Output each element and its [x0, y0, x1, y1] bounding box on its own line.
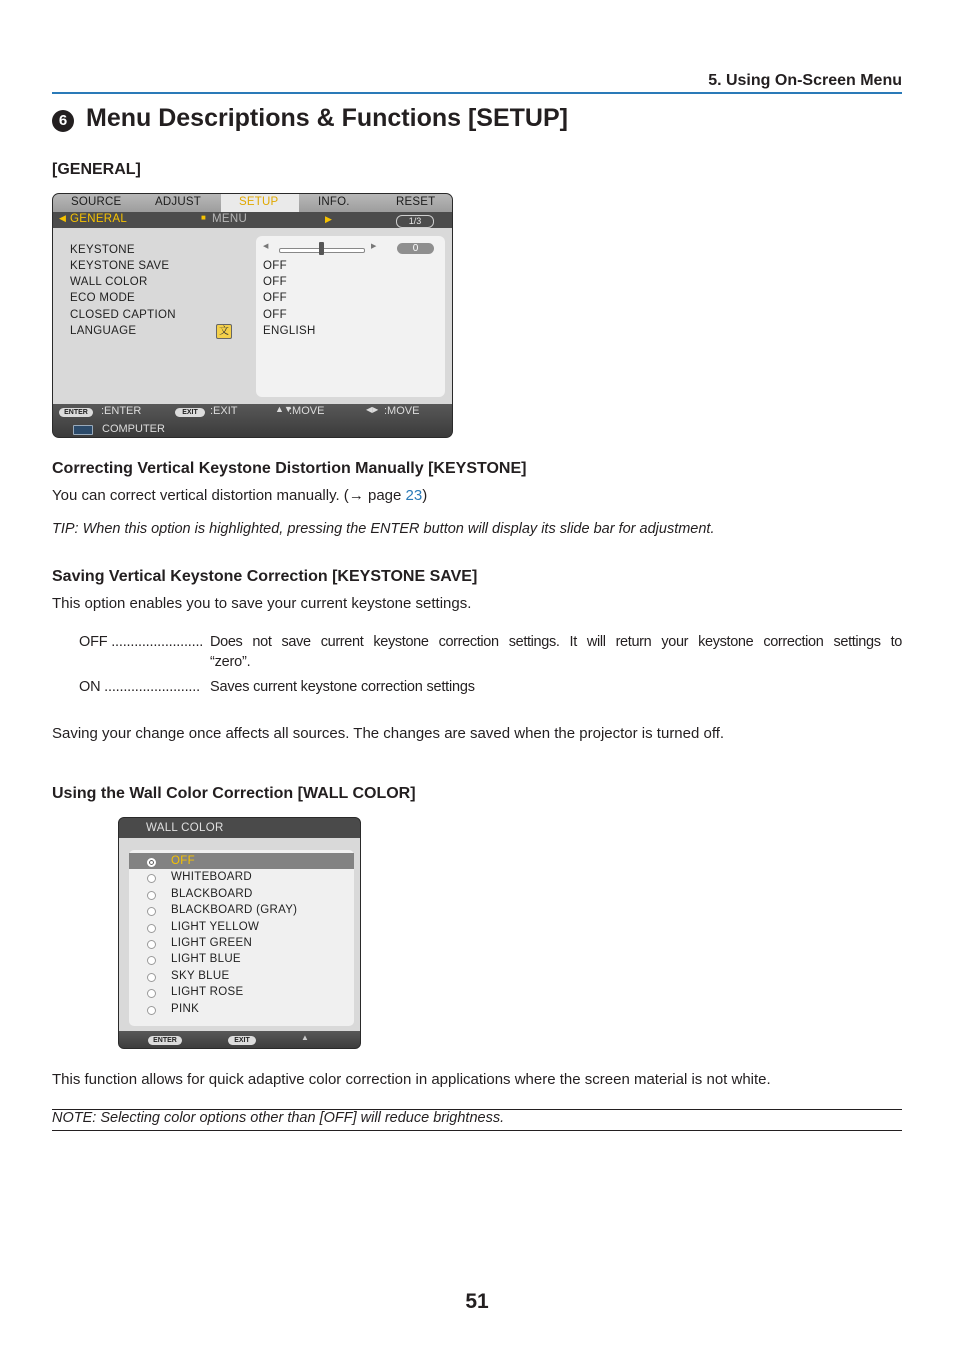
left-arrow-icon: ◀ [59, 213, 66, 223]
footer-exit: :EXIT [210, 405, 238, 417]
wall-color-option[interactable]: LIGHT BLUE [171, 953, 241, 966]
wall-color-heading: Using the Wall Color Correction [WALL COLOR] [52, 785, 416, 802]
note-bottom-rule [52, 1130, 902, 1131]
footer-move-1: :MOVE [289, 405, 325, 417]
keystone-text-before: You can correct vertical distortion manually. ( [52, 487, 349, 504]
enter-key-icon: ENTER [148, 1036, 182, 1045]
footer-enter: :ENTER [101, 405, 142, 417]
updown-arrow-icon: ▲▼ [275, 404, 293, 414]
radio-icon[interactable] [147, 973, 156, 982]
updown-arrow-icon: ▲ [301, 1033, 309, 1042]
slider-right-arrow-icon: ▶ [371, 243, 377, 250]
page-number: 51 [465, 1290, 489, 1313]
enter-key-icon: ENTER [59, 408, 93, 417]
radio-icon[interactable] [147, 924, 156, 933]
page-title [52, 104, 568, 133]
keystone-value: 0 [397, 243, 434, 254]
wall-color-title: WALL COLOR [119, 818, 361, 838]
option-on-label: ON ......................... [79, 679, 200, 695]
wall-color-body [119, 838, 361, 1031]
wall-color-option[interactable]: LIGHT ROSE [171, 986, 244, 999]
keystone-description [52, 487, 427, 504]
value-wall-color: OFF [263, 276, 287, 288]
submenu-bar [53, 212, 453, 228]
setup-menu-screenshot [52, 193, 453, 438]
value-eco-mode: OFF [263, 292, 287, 304]
wall-color-option[interactable]: OFF [171, 855, 195, 867]
wall-color-menu-screenshot [118, 817, 361, 1049]
option-off-description-2: “zero”. [210, 654, 251, 670]
tab-reset[interactable]: RESET [396, 196, 436, 208]
menu-item-closed-caption[interactable]: CLOSED CAPTION [70, 309, 176, 321]
value-keystone-save: OFF [263, 260, 287, 272]
menu-tab-bar [53, 194, 453, 212]
running-head: 5. Using On-Screen Menu [708, 72, 902, 89]
tab-setup[interactable]: SETUP [239, 196, 279, 208]
wall-color-option[interactable]: SKY BLUE [171, 969, 230, 982]
radio-icon[interactable] [147, 891, 156, 900]
arrow-icon: → [348, 487, 364, 504]
wall-color-option[interactable]: WHITEBOARD [171, 871, 252, 884]
keystone-slider-thumb[interactable] [319, 242, 324, 255]
selected-row-highlight [129, 853, 354, 869]
wall-color-option[interactable]: PINK [171, 1002, 200, 1015]
menu-item-keystone[interactable]: KEYSTONE [70, 244, 135, 256]
menu-item-wall-color[interactable]: WALL COLOR [70, 276, 148, 288]
exit-key-icon: EXIT [175, 408, 205, 417]
section-number-badge: 6 [52, 110, 74, 132]
radio-icon[interactable] [147, 858, 156, 867]
tab-source[interactable]: SOURCE [71, 196, 122, 208]
menu-body [53, 228, 453, 404]
tab-info[interactable]: INFO. [318, 196, 350, 208]
wall-color-description: This function allows for quick adaptive color correction in applications where the screen material is not white. [52, 1071, 771, 1088]
wall-color-note: NOTE: Selecting color options other than [OFF] will reduce brightness. [52, 1110, 505, 1126]
value-language: ENGLISH [263, 325, 316, 337]
value-closed-caption: OFF [263, 309, 287, 321]
exit-key-icon: EXIT [228, 1036, 256, 1045]
general-heading: [GENERAL] [52, 161, 141, 178]
option-off-description: Does not save current keystone correction settings. It will return your keystone correction settings to [210, 634, 902, 650]
keystone-heading: Correcting Vertical Keystone Distortion Manually [KEYSTONE] [52, 460, 527, 477]
page-label: page [363, 487, 406, 504]
wall-color-option[interactable]: LIGHT GREEN [171, 937, 253, 949]
keystone-tip: TIP: When this option is highlighted, pressing the ENTER button will display its slide bar for adjustment. [52, 521, 715, 537]
radio-icon[interactable] [147, 940, 156, 949]
option-on-description: Saves current keystone correction settings [210, 679, 475, 695]
footer-source: COMPUTER [102, 423, 165, 435]
slider-left-arrow-icon: ◀ [263, 243, 269, 250]
header-rule [52, 92, 902, 94]
right-arrow-icon: ▶ [325, 214, 332, 224]
wall-color-option[interactable]: BLACKBOARD [171, 887, 253, 900]
language-icon: 文 [216, 324, 232, 339]
menu-item-keystone-save[interactable]: KEYSTONE SAVE [70, 260, 170, 272]
wall-color-option[interactable]: LIGHT YELLOW [171, 920, 260, 933]
keystone-text-after: ) [422, 487, 428, 504]
wall-color-footer [119, 1031, 361, 1049]
menu-footer [53, 404, 453, 438]
subtab-menu[interactable]: MENU [212, 213, 248, 225]
keystone-save-intro: This option enables you to save your current keystone settings. [52, 595, 472, 612]
wall-color-option[interactable]: BLACKBOARD (GRAY) [171, 904, 298, 917]
page-23-link[interactable]: 23 [405, 487, 423, 504]
keystone-save-note: Saving your change once affects all sources. The changes are saved when the projector is turned off. [52, 725, 725, 742]
radio-icon[interactable] [147, 1006, 156, 1015]
menu-item-eco-mode[interactable]: ECO MODE [70, 292, 136, 304]
page-indicator: 1/3 [396, 215, 434, 228]
computer-input-icon [73, 425, 93, 435]
page-title-text: Menu Descriptions & Functions [SETUP] [86, 104, 568, 132]
leftright-arrow-icon: ◀▶ [366, 405, 379, 414]
bullet-icon: ■ [201, 213, 206, 222]
tab-adjust[interactable]: ADJUST [155, 196, 201, 208]
menu-item-language[interactable]: LANGUAGE [70, 325, 137, 337]
option-off-label: OFF ........................ [79, 634, 204, 650]
subtab-general[interactable]: GENERAL [70, 213, 128, 225]
keystone-save-heading: Saving Vertical Keystone Correction [KEYSTONE SAVE] [52, 568, 478, 585]
footer-move-2: :MOVE [384, 405, 420, 417]
